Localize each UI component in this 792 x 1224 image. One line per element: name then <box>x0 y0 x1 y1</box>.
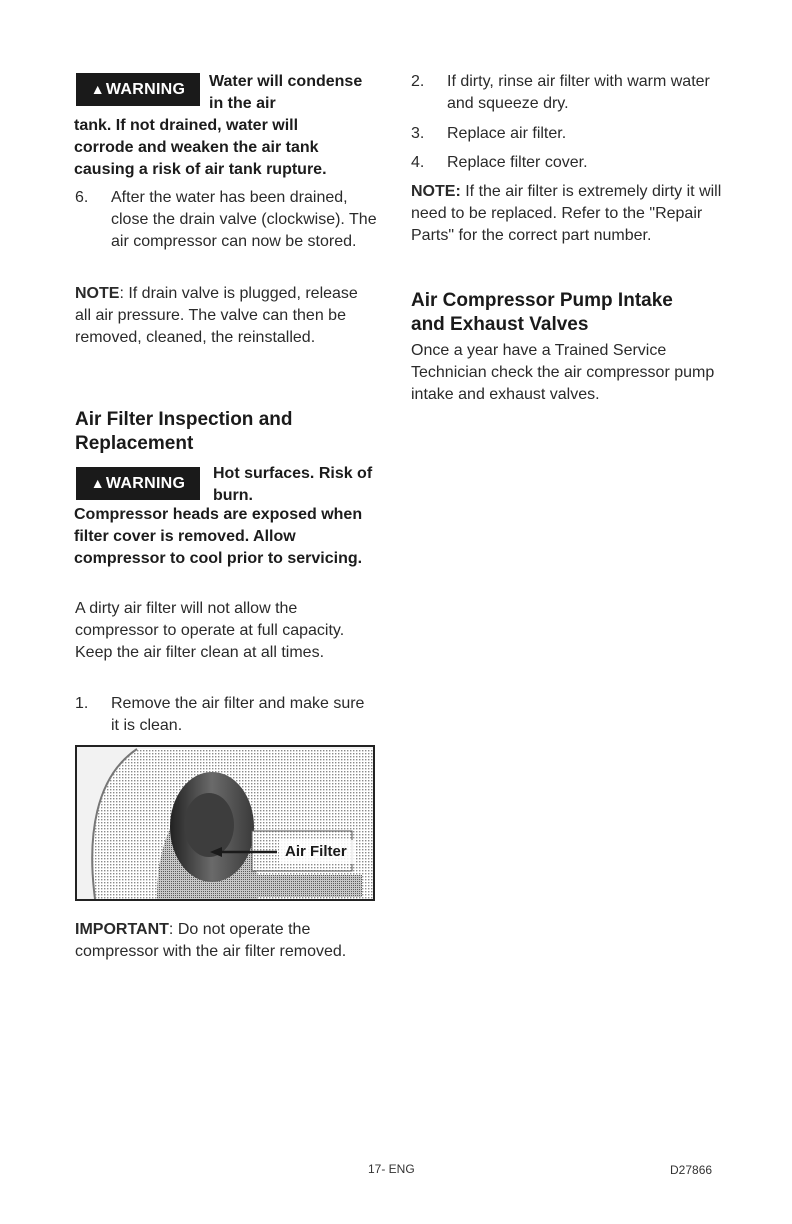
list-item-step-6 <box>75 187 387 277</box>
warning-text-line: corrode and weaken the air tank <box>74 139 319 156</box>
list-item-step-1 <box>75 693 375 739</box>
warning-headline: Hot surfaces. Risk of burn. <box>213 465 373 504</box>
step-number: 3. <box>411 125 425 142</box>
step-number: 2. <box>411 73 425 90</box>
warning-headline: Water will condense in the air <box>209 73 363 112</box>
warning-triangle-icon: ▲ <box>90 81 105 97</box>
step-number: 4. <box>411 154 425 171</box>
note-paragraph <box>75 283 375 349</box>
air-filter-intro: A dirty air filter will not allow the compressor to operate at full capacity. Keep the air filter clean at all times. <box>75 600 345 661</box>
step-text: After the water has been drained, close the drain valve (clockwise). The air compressor can now be stored. <box>111 189 377 250</box>
note-text: : If drain valve is plugged, release all air pressure. The valve can then be removed, cleaned, the reinstalled. <box>75 285 358 346</box>
list-item-step-2 <box>411 71 721 117</box>
warning-text-line: tank. If not drained, water will <box>74 117 299 134</box>
step-number: 6. <box>75 189 89 206</box>
warning-body: Compressor heads are exposed when filter cover is removed. Allow compressor to cool prior to servicing. <box>74 506 363 567</box>
air-filter-photo <box>75 745 375 901</box>
photo-callout-label: Air Filter <box>285 843 347 860</box>
page-number: 17- ENG <box>368 1162 415 1176</box>
air-filter-photo-graphic <box>77 747 373 899</box>
pump-valves-paragraph: Once a year have a Trained Service Technician check the air compressor pump intake and exhaust valves. <box>411 342 715 403</box>
step-text: Remove the air filter and make sure it is clean. <box>111 695 365 734</box>
warning-triangle-icon: ▲ <box>90 475 105 491</box>
list-item-step-3 <box>411 123 721 147</box>
important-label: IMPORTANT <box>75 921 169 938</box>
warning-text-line: causing a risk of air tank rupture. <box>74 161 327 178</box>
section-heading-pump-valves: Air Compressor Pump Intake and Exhaust Valves <box>411 290 673 335</box>
note-label: NOTE: <box>411 183 461 200</box>
step-number: 1. <box>75 695 89 712</box>
warning-badge: ▲WARNING <box>76 73 200 106</box>
list-item-step-4 <box>411 152 721 176</box>
step-text: Replace air filter. <box>447 125 567 142</box>
note-text: If the air filter is extremely dirty it will need to be replaced. Refer to the "Repair Parts" for the correct part number. <box>411 183 722 244</box>
note-label: NOTE <box>75 285 120 302</box>
step-text: Replace filter cover. <box>447 154 588 171</box>
warning-badge: ▲WARNING <box>76 467 200 500</box>
important-paragraph <box>75 919 375 963</box>
section-heading-air-filter: Air Filter Inspection and Replacement <box>75 409 293 454</box>
important-text: : Do not operate the compressor with the air filter removed. <box>75 921 347 960</box>
note-paragraph <box>411 181 723 247</box>
step-text: If dirty, rinse air filter with warm water and squeeze dry. <box>447 73 710 112</box>
document-code: D27866 <box>670 1163 713 1177</box>
